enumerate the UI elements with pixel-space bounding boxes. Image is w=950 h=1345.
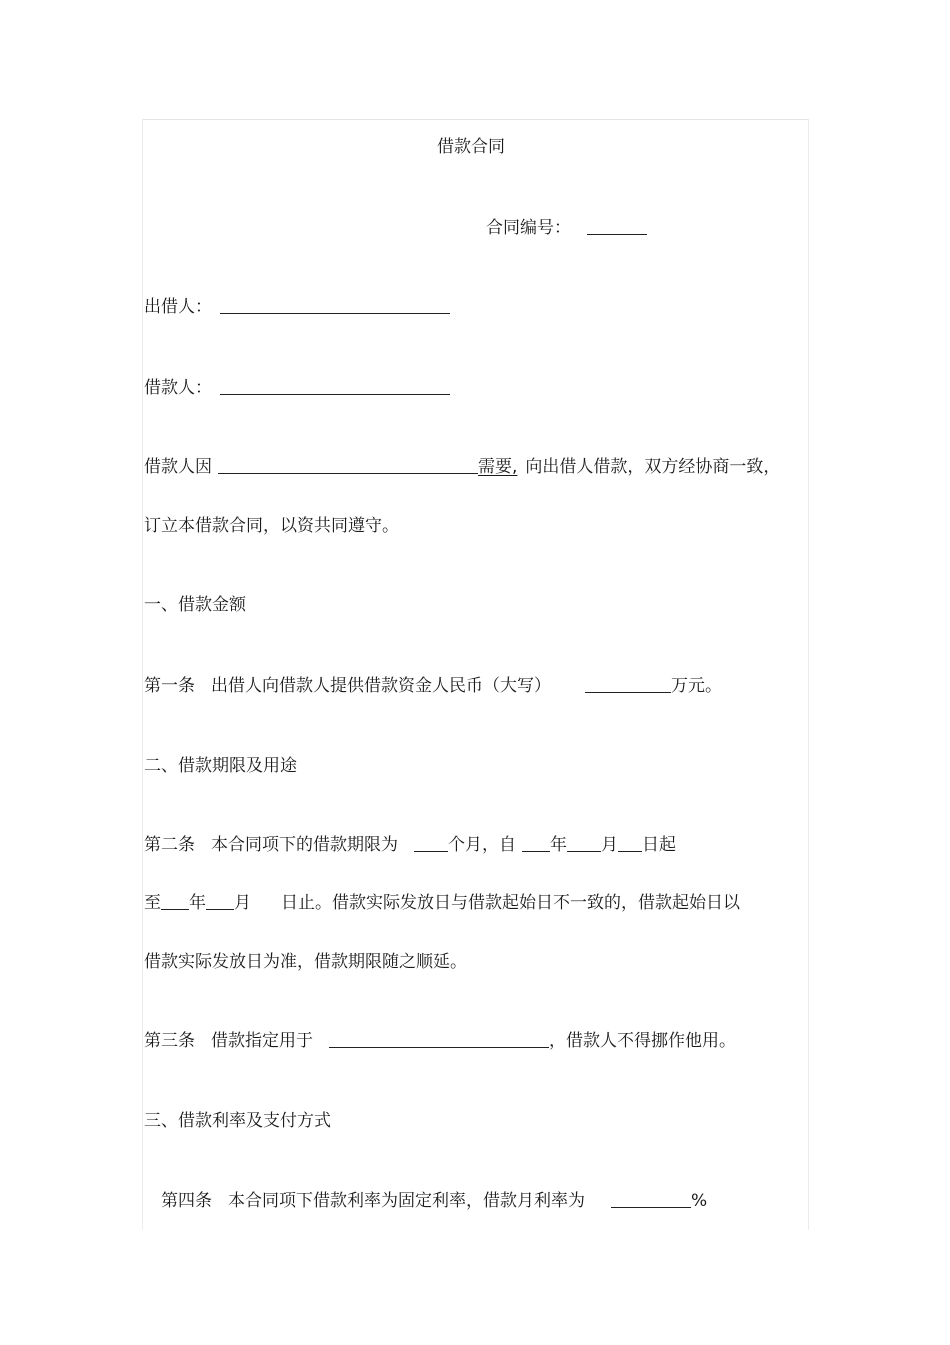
contract-number-blank[interactable] — [587, 216, 647, 235]
article-1-tail: 万元。 — [671, 676, 722, 696]
article-2-end-text: 日止。借款实际发放日与借款起始日不一致的，借款起始日以 — [281, 893, 740, 913]
article-2-year-text: 年 — [550, 835, 567, 855]
article-2-line-3: 借款实际发放日为准，借款期限随之顺延。 — [144, 952, 467, 972]
interest-rate-blank[interactable] — [611, 1189, 691, 1208]
intro-line-2: 订立本借款合同，以资共同遵守。 — [144, 516, 399, 536]
article-3-tail: ，借款人不得挪作他用。 — [549, 1031, 736, 1051]
intro-need-text: 需要, — [478, 457, 518, 477]
article-2-mon-text: 月 — [601, 835, 618, 855]
article-4-number: 第四条 — [161, 1191, 212, 1211]
contract-number-line — [486, 216, 647, 240]
article-2-to-text: 至 — [144, 893, 161, 913]
article-2-to-year-text: 年 — [189, 893, 206, 913]
reason-blank[interactable] — [218, 455, 478, 474]
article-1-number: 第一条 — [144, 676, 195, 696]
article-3 — [144, 1029, 736, 1053]
loan-amount-blank[interactable] — [585, 674, 671, 693]
borrower-blank[interactable] — [220, 376, 450, 395]
lender-blank[interactable] — [220, 295, 450, 314]
article-3-text: 借款指定用于 — [211, 1031, 313, 1051]
article-2-to-mon-text: 月 — [234, 893, 251, 913]
borrower-line — [144, 376, 450, 400]
start-year-blank[interactable] — [522, 833, 550, 852]
article-4-text: 本合同项下借款利率为固定利率，借款月利率为 — [228, 1191, 585, 1211]
loan-purpose-blank[interactable] — [329, 1029, 549, 1048]
article-2-month-text: 个月，自 — [448, 835, 516, 855]
term-months-blank[interactable] — [414, 833, 448, 852]
borrower-label: 借款人： — [144, 378, 212, 398]
article-2-line-1 — [144, 833, 676, 857]
lender-line — [144, 295, 450, 319]
start-month-blank[interactable] — [567, 833, 601, 852]
intro-text-a: 借款人因 — [144, 457, 212, 477]
end-year-blank[interactable] — [161, 891, 189, 910]
article-1-text: 出借人向借款人提供借款资金人民币（大写） — [211, 676, 551, 696]
start-day-blank[interactable] — [618, 833, 642, 852]
article-3-number: 第三条 — [144, 1031, 195, 1051]
intro-text-b: 向出借人借款，双方经协商一致， — [525, 457, 781, 477]
article-1 — [144, 674, 722, 698]
contract-number-label: 合同编号： — [486, 218, 571, 238]
section-heading-1: 一、借款金额 — [144, 595, 246, 615]
document-title: 借款合同 — [437, 137, 505, 157]
end-month-blank[interactable] — [206, 891, 234, 910]
lender-label: 出借人： — [144, 297, 212, 317]
section-heading-3: 三、借款利率及支付方式 — [144, 1111, 331, 1131]
article-2-text: 本合同项下的借款期限为 — [211, 835, 398, 855]
section-heading-2: 二、借款期限及用途 — [144, 756, 297, 776]
article-4-tail: % — [691, 1191, 708, 1211]
intro-line-1 — [144, 455, 780, 479]
article-2-line-2 — [144, 891, 740, 915]
article-2-from-text: 日起 — [642, 835, 676, 855]
article-4 — [161, 1189, 707, 1213]
article-2-number: 第二条 — [144, 835, 195, 855]
